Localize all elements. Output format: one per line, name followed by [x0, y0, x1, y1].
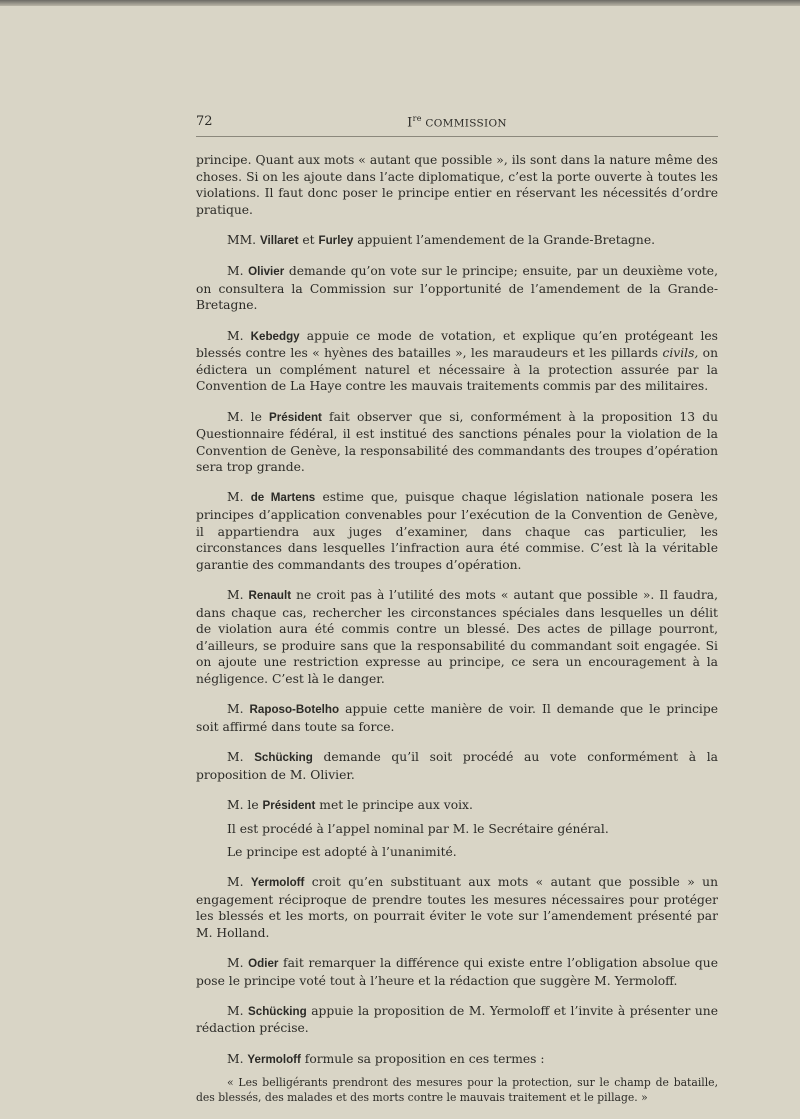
- scan-top-edge: [0, 0, 800, 6]
- speaker-name: Président: [269, 410, 322, 424]
- paragraph-text: demande qu’on vote sur le principe; ensuite, par un deuxième vote, on consultera la Commission sur l’opportunité de l’amendement de la Grande-Bretagne.: [196, 264, 718, 313]
- paragraph-text: appuient l’amendement de la Grande-Bretagne.: [353, 232, 656, 247]
- paragraph-text: appuie la proposition de M. Yermoloff et l’invite à présenter une rédaction précise.: [196, 1003, 718, 1036]
- paragraph: [196, 701, 718, 735]
- speaker-name: de Martens: [250, 491, 316, 505]
- paragraph: [196, 489, 718, 573]
- paragraph-text: M.: [227, 264, 249, 279]
- paragraph: [196, 328, 718, 395]
- paragraph-text: M. le: [227, 797, 263, 812]
- paragraph-text: appuie cette manière de voir. Il demande que le principe soit affirmé dans toute sa force.: [196, 702, 718, 734]
- speaker-name: Schücking: [248, 1004, 307, 1018]
- paragraph-text: M.: [227, 588, 249, 603]
- paragraph-text: M.: [227, 490, 251, 505]
- paragraph: [196, 232, 718, 250]
- paragraph-text: on édictera un complément naturel et nécessaire à la protection assurée par la Convention de La Haye contre les mauvais traitements commis par des militaires.: [196, 346, 718, 394]
- paragraph-text: principe. Quant aux mots « autant que possible », ils sont dans la nature même des choses. Si on les ajoute dans l’acte diplomatique, c’est la porte ouverte à toutes les violations. Il faut donc poser le principe entier en réservant les nécessités d’ordre pratique.: [196, 153, 718, 217]
- paragraph-text: fait observer que si, conformément à la proposition 13 du Questionnaire fédéral, il est institué des sanctions pénales pour la violation de la Convention de Genève, la responsabilité des commandants des troupes d’opération sera trop grande.: [196, 409, 719, 475]
- paragraph-text: M. le: [227, 409, 270, 424]
- emphasis-text: civils,: [662, 346, 699, 361]
- running-title-superscript: re: [412, 114, 422, 123]
- running-title-word: COMMISSION: [421, 117, 507, 130]
- speaker-name: Président: [262, 798, 316, 812]
- paragraph-text: M.: [227, 956, 249, 971]
- paragraph-text: M.: [227, 328, 251, 343]
- paragraph: [196, 1051, 718, 1069]
- paragraph-text: et: [298, 232, 319, 247]
- paragraph-text: estime que, puisque chaque législation nationale posera les principes d’application convenables pour l’exécution de la Convention de Genève, il appartiendra aux juges d’examiner, dans chaque cas particulier, les circonstances dans lesquelles l’infraction aura été commise. C’est là la véritable garantie des commandants des troupes d’opération.: [196, 490, 718, 572]
- paragraph: [196, 1003, 718, 1037]
- paragraph-text: appuie ce mode de votation, et explique qu’en protégeant les blessés contre les « hyènes des batailles », les maraudeurs et les pillards: [196, 328, 718, 361]
- paragraph: [196, 955, 718, 989]
- paragraph-text: fait remarquer la différence qui existe entre l’obligation absolue que pose le principe voté tout à l’heure et la rédaction que suggère M. Yermoloff.: [196, 956, 718, 988]
- running-title: [196, 114, 718, 130]
- paragraph: [196, 263, 718, 314]
- paragraph-text: MM.: [227, 232, 260, 247]
- speaker-name: Yermoloff: [247, 1052, 301, 1066]
- paragraph: [196, 844, 718, 861]
- paragraph: [196, 409, 718, 476]
- paragraph: [196, 587, 718, 688]
- paragraph-text: M.: [227, 749, 255, 764]
- speaker-name: Olivier: [248, 265, 285, 279]
- speaker-name: Raposo-Botelho: [249, 703, 340, 717]
- running-title-ordinal: I: [407, 115, 413, 131]
- paragraph-text: demande qu’il soit procédé au vote conformément à la proposition de M. Olivier.: [196, 749, 718, 782]
- paragraph-text: formule sa proposition en ces termes :: [300, 1051, 545, 1066]
- speaker-name: Schücking: [254, 750, 313, 764]
- paragraph: [196, 749, 718, 783]
- paragraph-text: M.: [227, 875, 251, 890]
- page-header: [196, 114, 718, 137]
- speaker-name: Yermoloff: [250, 876, 305, 890]
- paragraph-text: M.: [227, 702, 250, 717]
- paragraph: [196, 797, 718, 815]
- paragraph-text: Il est procédé à l’appel nominal par M. le Secrétaire général.: [227, 821, 609, 836]
- paragraph-text: « Les belligérants prendront des mesures pour la protection, sur le champ de bataille, des blessés, des malades et des morts contre le mauvais traitement et le pillage. »: [196, 1075, 718, 1105]
- paragraph-text: croit qu’en substituant aux mots « autant que possible » un engagement réciproque de prendre toutes les mesures nécessaires pour protéger les blessés et les morts, on pourrait éviter le vote sur l’amendement présenté par M. Holland.: [196, 875, 718, 940]
- speaker-name: Villaret: [260, 233, 299, 247]
- quoted-proposal: [196, 1075, 718, 1106]
- paragraph: [196, 152, 718, 218]
- paragraph: [196, 821, 718, 838]
- paragraph-text: Le principe est adopté à l’unanimité.: [227, 844, 457, 859]
- paragraph-text: M.: [227, 1051, 248, 1066]
- page-body: [196, 152, 718, 1106]
- speaker-name: Furley: [318, 233, 354, 247]
- speaker-name: Renault: [248, 589, 292, 603]
- speaker-name: Odier: [248, 957, 279, 971]
- document-page: [196, 114, 718, 1119]
- page-number: 72: [196, 114, 213, 129]
- speaker-name: Kebedgy: [250, 329, 300, 343]
- paragraph-text: met le principe aux voix.: [315, 797, 473, 812]
- paragraph-text: M.: [227, 1003, 249, 1018]
- paragraph-text: ne croit pas à l’utilité des mots « autant que possible ». Il faudra, dans chaque cas, rechercher les circonstances spéciales dans lesquelles un délit de violation aura été commis contre un blessé. Des actes de pillage pourront, d’ailleurs, se produire sans que la responsabilité du commandant soit engagée. Si on ajoute une restriction expresse au principe, ce sera un encouragement à la négligence. C’est là le danger.: [196, 588, 718, 686]
- paragraph: [196, 874, 718, 941]
